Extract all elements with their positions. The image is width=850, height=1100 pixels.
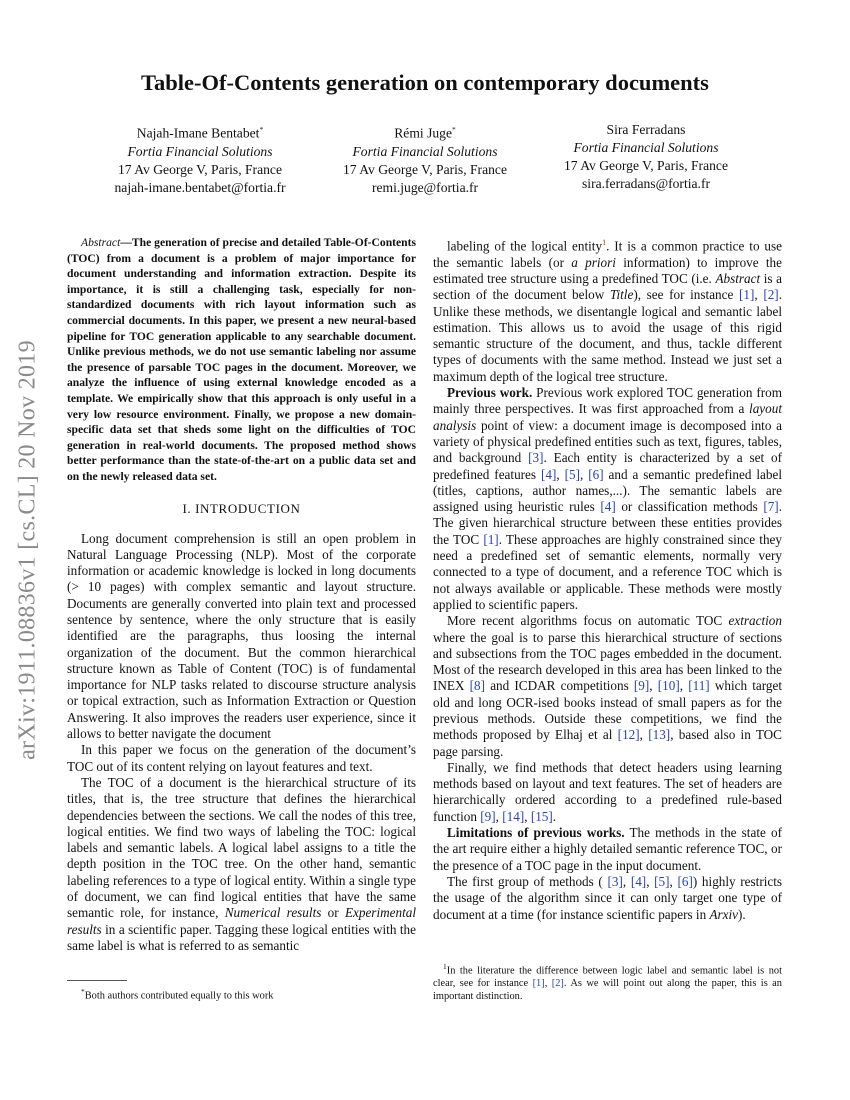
author-affiliation: Fortia Financial Solutions xyxy=(352,143,498,159)
citation-link[interactable]: [10] xyxy=(657,678,680,694)
section-heading: I. INTRODUCTION xyxy=(182,500,301,516)
right-column xyxy=(433,235,782,923)
body-text: , xyxy=(524,808,531,824)
italic-text: Numerical results xyxy=(224,905,322,921)
body-text: The first group of methods ( xyxy=(447,873,608,889)
body-text: , xyxy=(556,466,565,482)
left-body xyxy=(67,531,416,955)
body-text: The methods in the state of the art require either a highly detailed semantic reference TOC, or the presence of a TOC page in the input document. xyxy=(433,825,782,873)
body-text: In this paper we focus on the generation of the document’s TOC out of its content relying on layout features and text. xyxy=(67,742,416,774)
body-text: point of view: a document image is decomposed into a variety of physical predefined entities such as text, figures, tables, and background xyxy=(433,417,782,466)
body-text: The TOC of a document is the hierarchical structure of its titles, that is, the tree structure that defines the hierarchical dependencies between the sections. We call the nodes of this tree, logical entities. We find two ways of labeling the TOC: logical labels and semantic labels. A logical label assigns to a title the depth position in the TOC tree. On the other hand, semantic labeling references to a type of logical entity. Within a single type of document, we can find logical entities that have the same semantic role, for instance, xyxy=(67,774,416,921)
body-text: , xyxy=(669,873,678,889)
citation-link[interactable]: [6] xyxy=(677,873,693,889)
left-column xyxy=(67,235,416,954)
paragraph xyxy=(67,531,416,743)
paragraph xyxy=(433,235,782,385)
citation-link[interactable]: [3] xyxy=(528,450,544,466)
author-2 xyxy=(305,121,545,197)
body-text: , xyxy=(679,678,689,694)
paragraph xyxy=(433,874,782,923)
author-affiliation: Fortia Financial Solutions xyxy=(573,140,719,155)
author-name: Sira Ferradans xyxy=(606,122,686,137)
abstract xyxy=(67,235,416,485)
body-text: Finally, we find methods that detect headers using learning methods based on layout and text features. The set of headers are hierarchically ordered according to a predefined rule-based function xyxy=(433,759,782,824)
paragraph xyxy=(67,775,416,954)
citation-link[interactable]: [3] xyxy=(607,873,623,889)
body-text: , xyxy=(495,808,503,824)
body-text: , based also in TOC page parsing. xyxy=(433,727,782,759)
body-text: and ICDAR competitions xyxy=(485,678,634,694)
citation-link[interactable]: [9] xyxy=(480,808,496,824)
body-text: , xyxy=(544,978,552,990)
abstract-label: Abstract xyxy=(81,236,121,249)
body-text: . It is a common practice to use the semantic labels (or xyxy=(433,238,783,270)
citation-link[interactable]: [2] xyxy=(551,978,564,990)
italic-text: Title xyxy=(609,287,634,303)
footnote-link[interactable]: 1 xyxy=(602,238,607,247)
citation-link[interactable]: [6] xyxy=(588,466,604,482)
author-3 xyxy=(526,121,766,193)
footnote-equal-contribution xyxy=(67,985,416,1002)
body-text: . xyxy=(552,808,557,824)
italic-text: Abstract xyxy=(715,270,761,286)
citation-link[interactable]: [1] xyxy=(532,978,545,990)
footnote-1 xyxy=(433,960,782,1003)
italic-text: Experimental results xyxy=(67,905,416,937)
footnote-mark: 1 xyxy=(443,962,447,971)
body-text: or classification methods xyxy=(615,499,764,515)
author-email: sira.ferradans@fortia.fr xyxy=(582,176,710,191)
paragraph xyxy=(433,760,782,825)
citation-link[interactable]: [5] xyxy=(564,466,580,482)
body-text: , xyxy=(646,873,655,889)
paper-title: Table-Of-Contents generation on contemporary documents xyxy=(141,70,709,95)
right-body xyxy=(433,235,782,923)
paragraph xyxy=(433,385,782,613)
body-text: ) highly restricts the usage of the algorithm since it can only target one type of document at a time (for instance scientific papers in xyxy=(433,873,783,922)
body-text: In the literature the difference between logic label and semantic label is not clear, see for instance xyxy=(433,965,782,990)
citation-link[interactable]: [1] xyxy=(738,287,755,303)
body-text: and a semantic predefined label (titles, captions, author names,...). The semantic labels are assigned using heuristic rules xyxy=(433,466,783,515)
citation-link[interactable]: [9] xyxy=(633,678,650,694)
citation-link[interactable]: [7] xyxy=(763,499,779,515)
author-affiliation: Fortia Financial Solutions xyxy=(127,143,273,159)
body-text: where the goal is to parse this hierarchical structure of sections and subsections from the TOC pages embedded in the document. Most of the research developed in this area has been linked to the INEX xyxy=(433,629,782,694)
citation-link[interactable]: [1] xyxy=(483,531,499,547)
body-text: in a scientific paper. Tagging these logical entities with the same label is what is referred to as semantic xyxy=(67,921,416,953)
citation-link[interactable]: [14] xyxy=(502,808,525,824)
body-text: which target old and long OCR-ised books instead of small papers as for the previous methods. Outside these competitions, we find the methods proposed by Elhaj et al xyxy=(433,678,783,743)
paragraph xyxy=(433,613,782,760)
body-text: or xyxy=(321,905,345,921)
italic-text: Arxiv xyxy=(709,906,739,922)
arxiv-identifier: arXiv:1911.08836v1 [cs.CL] 20 Nov 2019 xyxy=(14,340,41,760)
author-address: 17 Av George V, Paris, France xyxy=(343,161,507,177)
body-text: Previous work explored TOC generation from mainly three perspectives. It was first approached from a xyxy=(433,385,782,417)
body-text: More recent algorithms focus on automatic TOC xyxy=(447,613,729,629)
body-text: , xyxy=(649,678,658,694)
citation-link[interactable]: [15] xyxy=(530,808,553,824)
italic-text: layout analysis xyxy=(433,401,782,433)
citation-link[interactable]: [13] xyxy=(648,727,671,743)
italic-text: extraction xyxy=(728,613,782,629)
author-name: Rémi Juge xyxy=(394,125,453,141)
body-text: . Unlike these methods, we disentangle logical and semantic label estimation. This allows us to avoid the usage of this rigid semantic structure of the document, and thus, tackle different types of documents with the same method. Instead we just set a maximum depth of the logical tree structure. xyxy=(433,287,782,384)
body-text: Long document comprehension is still an open problem in Natural Language Processing (NLP). Most of the corporate information or academic knowledge is locked in long documents (> 10 pages) with complex semantic and layout structure. Documents are generally converted into plain text and processed sentence by sentence, where the only structure that is easily identified are the paragraphs, thus loosing the internal organization of the document. But the common hierarchical structure known as Table of Content (TOC) is of fundamental importance for NLP tasks related to discourse structure analysis or topical extraction, such as Information Extraction or Question Answering. It also improves the readers user experience, since it allows to better navigate the document xyxy=(67,530,416,742)
citation-link[interactable]: [5] xyxy=(654,873,670,889)
footnote-rule xyxy=(67,980,127,981)
body-text: , xyxy=(754,287,764,303)
footnote-text: Both authors contributed equally to this work xyxy=(84,990,274,1002)
author-mark: * xyxy=(452,125,456,134)
author-name: Najah-Imane Bentabet xyxy=(136,125,260,141)
body-text: , xyxy=(639,727,649,743)
author-address: 17 Av George V, Paris, France xyxy=(118,161,282,177)
body-text: . The given hierarchical structure between these entities provides the TOC xyxy=(433,499,782,547)
body-text: , xyxy=(622,873,631,889)
body-text: ). xyxy=(738,906,746,922)
abstract-text: —The generation of precise and detailed Table-Of-Contents (TOC) from a document is a problem of major importance for document understanding and information extraction. Despite its importance, it is still a challenging task, especially for non-standardized documents with rich layout information such as commercial documents. In this paper, we present a new neural-based pipeline for TOC generation applicable to any searchable document. Unlike previous methods, we do not use semantic labeling nor assume the presence of parsable TOC pages in the document. Moreover, we analyze the influence of using external knowledge encoded as a template. We empirically show that this approach is only useful in a very low resource environment. Finally, we propose a new domain-specific data set that sheds some light on the difficulties of TOC generation in real-world documents. The proposed method shows better performance than the state-of-the-art on a public data set and on the newly released data set. xyxy=(67,236,416,483)
paragraph xyxy=(433,825,782,874)
citation-link[interactable]: [11] xyxy=(688,678,710,694)
paragraph-heading: Limitations of previous works. xyxy=(447,825,625,841)
body-text: . As we will point out along the paper, this is an important distinction. xyxy=(433,978,782,1003)
author-mark: * xyxy=(259,125,264,134)
citation-link[interactable]: [4] xyxy=(540,466,557,482)
citation-link[interactable]: [12] xyxy=(617,727,640,743)
body-text: information) to improve the estimated tree structure using a predefined TOC (i.e. xyxy=(433,254,782,286)
citation-link[interactable]: [2] xyxy=(763,287,779,303)
body-text: is a section of the document below xyxy=(433,270,782,303)
author-1 xyxy=(80,121,320,197)
body-text: labeling of the logical entity xyxy=(447,238,603,254)
paragraph xyxy=(67,742,416,775)
citation-link[interactable]: [8] xyxy=(469,678,486,694)
citation-link[interactable]: [4] xyxy=(600,499,616,515)
paragraph-heading: Previous work. xyxy=(447,385,533,401)
author-address: 17 Av George V, Paris, France xyxy=(564,158,728,173)
author-email: remi.juge@fortia.fr xyxy=(371,179,479,195)
italic-text: a priori xyxy=(571,254,616,270)
citation-link[interactable]: [4] xyxy=(630,873,647,889)
author-email: najah-imane.bentabet@fortia.fr xyxy=(114,179,286,195)
body-text: , xyxy=(579,466,589,482)
body-text: ), see for instance xyxy=(633,287,739,303)
footnote-mark: * xyxy=(81,987,85,996)
body-text: . These approaches are highly constrained since they need a predefined set of semantic elements, normally very connected to a type of document, and a reference TOC which is not always available or applicable. These methods were mostly applied to scientific papers. xyxy=(433,531,782,612)
body-text: . Each entity is characterized by a set of predefined features xyxy=(433,450,782,482)
